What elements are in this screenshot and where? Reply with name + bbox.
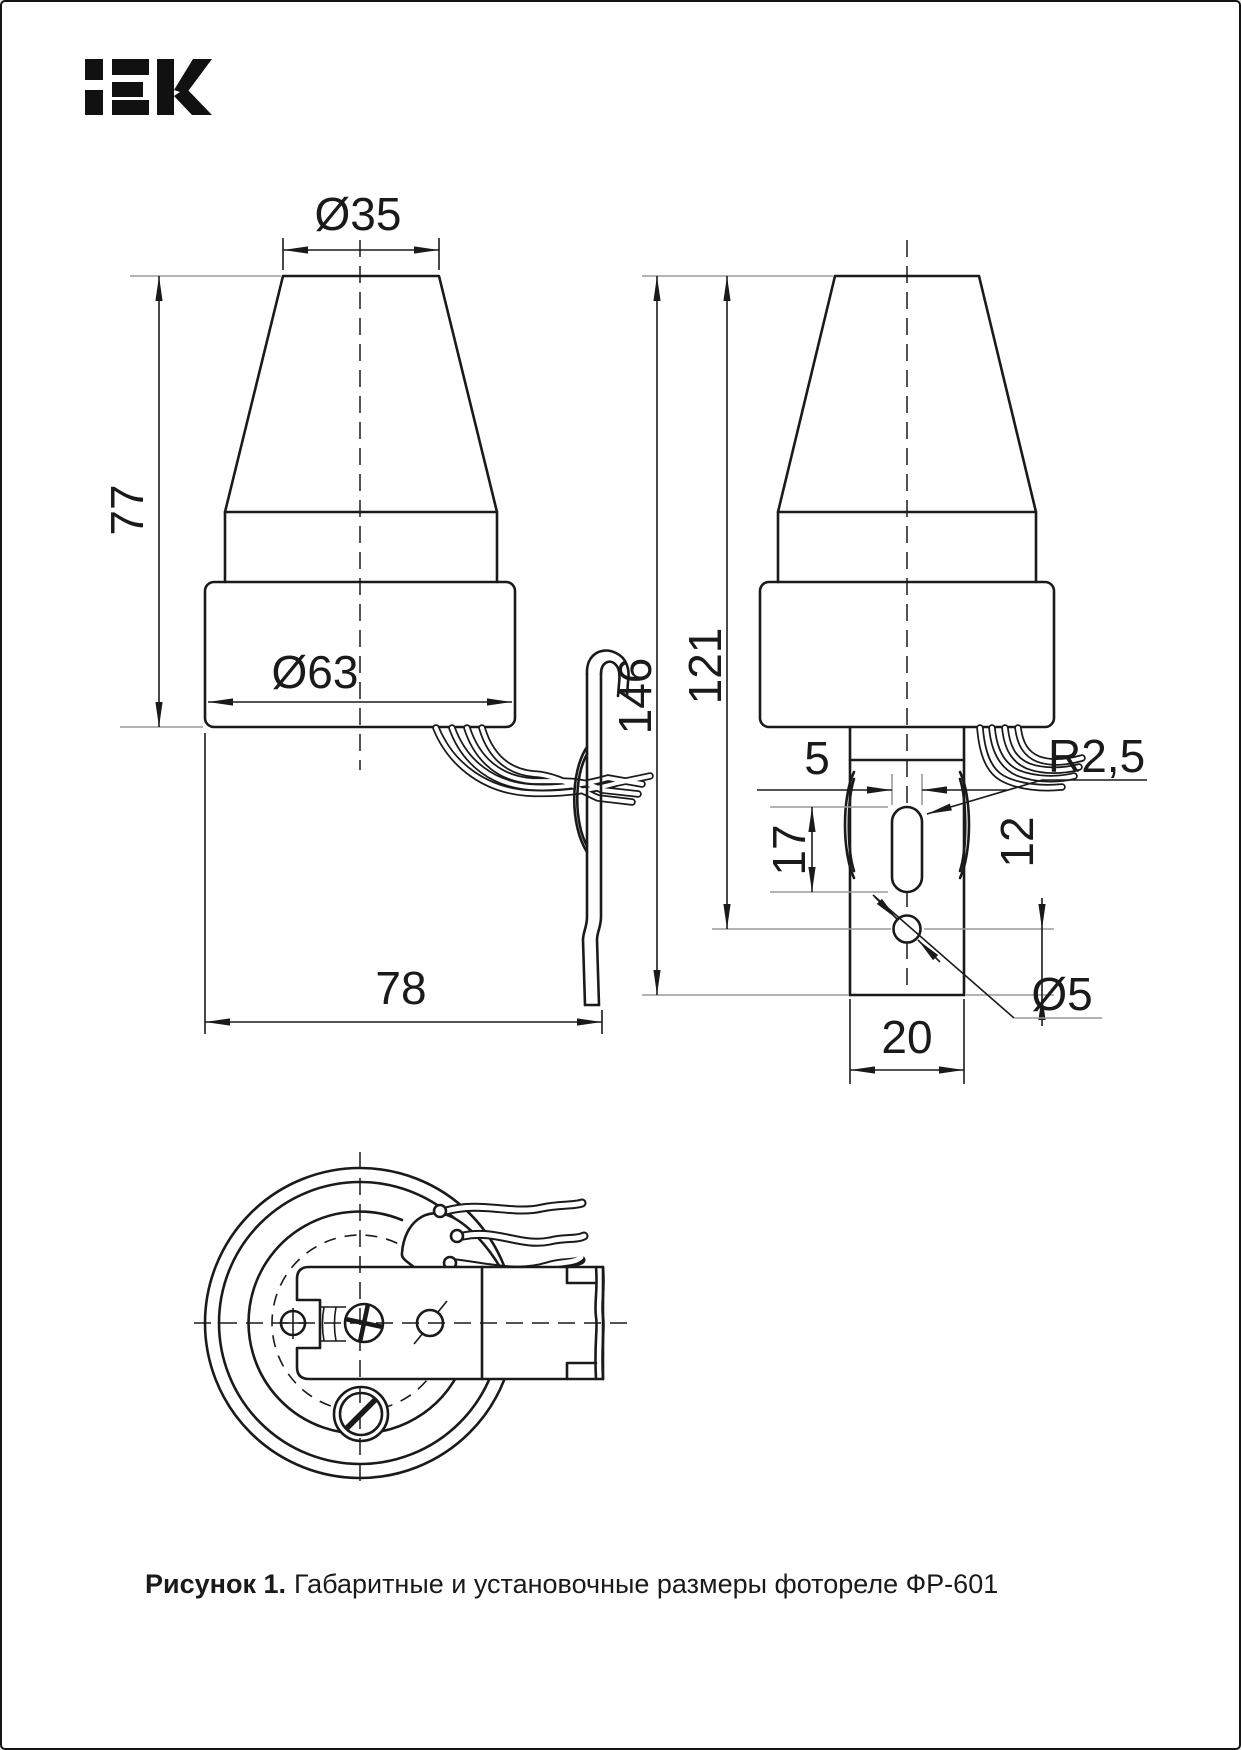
front-base: [760, 582, 1054, 727]
dim-slot-width: [757, 732, 1007, 805]
side-wires: [436, 728, 650, 802]
dim-slot-length: [763, 807, 888, 892]
dim-hole-diameter-label: Ø5: [1031, 968, 1093, 1020]
top-view-wires: [434, 1203, 584, 1270]
side-cone: [225, 276, 497, 512]
top-view-drawing: [194, 1152, 634, 1490]
dim-bracket-width-label: 20: [881, 1011, 933, 1063]
dim-top-diameter-label: Ø35: [314, 188, 402, 240]
dim-total-height-label: 146: [609, 657, 661, 735]
slotted-screw: [334, 1387, 388, 1441]
iek-logo: [85, 59, 212, 115]
bracket-hole: [894, 916, 921, 943]
dim-top-diameter: [283, 188, 439, 270]
side-collar: [225, 512, 497, 582]
bracket-slot: [892, 807, 922, 892]
front-collar: [778, 512, 1036, 582]
dim-slot-width-label: 5: [804, 732, 830, 784]
dim-base-diameter-label: Ø63: [271, 646, 359, 698]
dim-cone-height: [101, 276, 281, 727]
dim-height-to-hole-label: 121: [679, 627, 731, 705]
dim-bracket-width: [850, 999, 964, 1084]
figure-caption-label: Рисунок 1.: [145, 1569, 286, 1599]
figure-caption-text: Габаритные и установочные размеры фотореле ФР-601: [293, 1569, 999, 1599]
figure-caption: [145, 1569, 998, 1600]
dim-slot-radius-label: R2,5: [1048, 730, 1146, 782]
bracket-plate: [297, 1267, 603, 1379]
dim-slot-length-label: 17: [763, 824, 815, 876]
side-view-drawing: [101, 188, 650, 1034]
front-view-drawing: [609, 240, 1147, 1084]
dim-depth-label: 78: [375, 962, 427, 1014]
dim-hole-offset-label: 12: [991, 816, 1043, 868]
side-base: [205, 582, 515, 727]
technical-drawing: [2, 2, 1241, 1750]
dim-cone-height-label: 77: [101, 484, 153, 536]
